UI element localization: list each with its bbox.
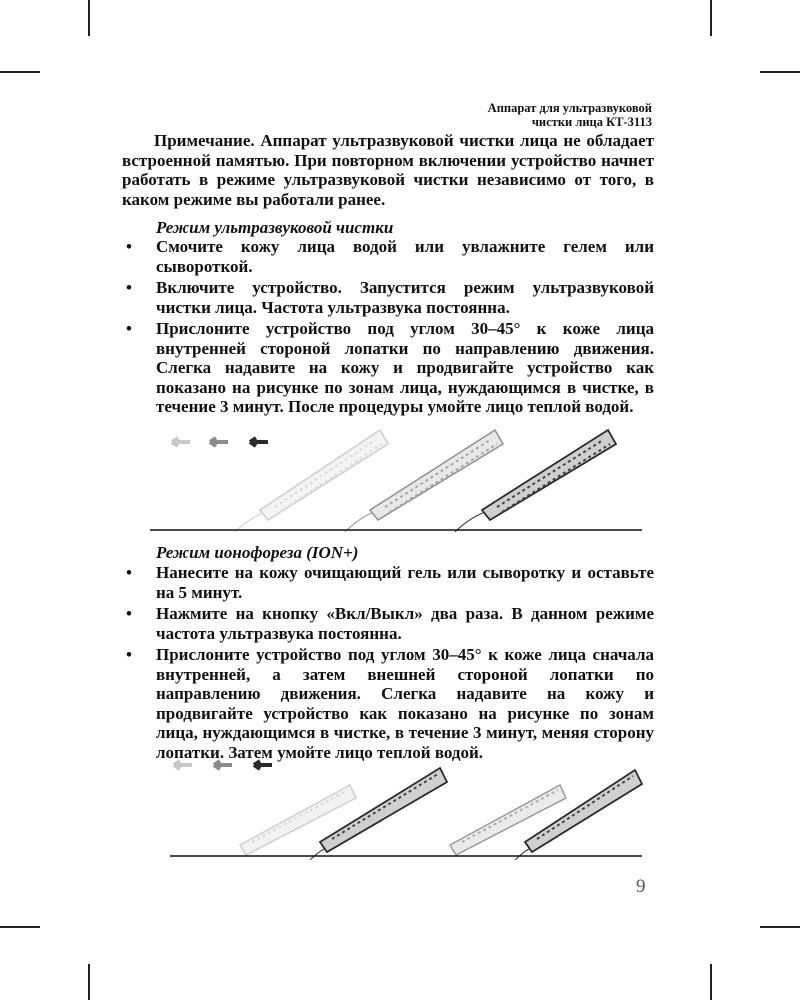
ultrasonic-motion-illustration bbox=[150, 422, 650, 532]
crop-mark bbox=[710, 0, 712, 36]
list-item bbox=[122, 278, 654, 317]
arrow-dark-icon bbox=[250, 438, 268, 446]
bullet: • bbox=[126, 604, 132, 623]
arrow-light-icon bbox=[174, 761, 192, 769]
bullet: • bbox=[126, 237, 132, 256]
crop-mark bbox=[0, 926, 40, 928]
arrow-mid-icon bbox=[210, 438, 228, 446]
section-heading-ultrasonic: Режим ультразвуковой чистки bbox=[156, 218, 394, 237]
list-item-text: Прислоните устройство под углом 30–45° к коже лица внутренней стороной лопатки по направлению движения. Слегка надавите на кожу и продвигайте устройство как показано на рисунке по зонам лица, нуждающимся в чистке, в течение 3 минут. После процедуры умойте лицо теплой водой. bbox=[156, 319, 654, 416]
crop-mark bbox=[710, 964, 712, 1000]
list-item bbox=[122, 319, 654, 417]
list-item bbox=[122, 563, 654, 602]
bullet: • bbox=[126, 563, 132, 582]
arrow-light-icon bbox=[172, 438, 190, 446]
list-item-text: Включите устройство. Запустится режим ультразвуковой чистки лица. Частота ультразвука постоянна. bbox=[156, 278, 654, 317]
device-pair-right bbox=[450, 770, 642, 860]
running-header-line-2: чистки лица КТ-3113 bbox=[531, 115, 652, 129]
list-item-text: Смочите кожу лица водой или увлажните гелем или сывороткой. bbox=[156, 237, 654, 276]
bullet: • bbox=[126, 278, 132, 297]
running-header bbox=[488, 101, 652, 129]
page-number: 9 bbox=[636, 876, 646, 897]
device-pair-left bbox=[240, 768, 447, 860]
list-item bbox=[122, 604, 654, 643]
ionophoresis-steps-list bbox=[122, 563, 654, 764]
bullet: • bbox=[126, 645, 132, 664]
list-item-text: Нанесите на кожу очищающий гель или сыворотку и оставьте на 5 минут. bbox=[156, 563, 654, 602]
crop-mark bbox=[88, 0, 90, 36]
section-heading-ionophoresis: Режим ионофореза (ION+) bbox=[156, 543, 359, 562]
arrow-dark-icon bbox=[254, 761, 272, 769]
note-label: Примечание. bbox=[154, 131, 255, 150]
arrow-mid-icon bbox=[214, 761, 232, 769]
list-item-text: Нажмите на кнопку «Вкл/Выкл» два раза. В данном режиме частота ультразвука постоянна. bbox=[156, 604, 654, 643]
direction-arrows bbox=[172, 438, 268, 446]
ionophoresis-motion-illustration bbox=[150, 750, 650, 860]
ultrasonic-steps-list bbox=[122, 237, 654, 419]
crop-mark bbox=[88, 964, 90, 1000]
list-item-text: Прислоните устройство под углом 30–45° к коже лица сначала внутренней, а затем внешней стороной лопатки по направлению движения. Слегка надавите на кожу и продвигайте устройство как показано на рисунке по зонам лица, нуждающимся в чистке, в течение 3 минут, меняя сторону лопатки. Затем умойте лицо теплой водой. bbox=[156, 645, 654, 762]
list-item bbox=[122, 237, 654, 276]
note-text: Аппарат ультразвуковой чистки лица не обладает встроенной памятью. При повторном включении устройство начнет работать в режиме ультразвуковой чистки независимо от того, в каком режиме вы работали ранее. bbox=[122, 131, 654, 209]
bullet: • bbox=[126, 319, 132, 338]
crop-mark bbox=[0, 71, 40, 73]
crop-mark bbox=[760, 71, 800, 73]
crop-mark bbox=[760, 926, 800, 928]
direction-arrows bbox=[174, 761, 272, 769]
note-paragraph bbox=[122, 131, 654, 209]
running-header-line-1: Аппарат для ультразвуковой bbox=[487, 101, 652, 115]
list-item bbox=[122, 645, 654, 762]
